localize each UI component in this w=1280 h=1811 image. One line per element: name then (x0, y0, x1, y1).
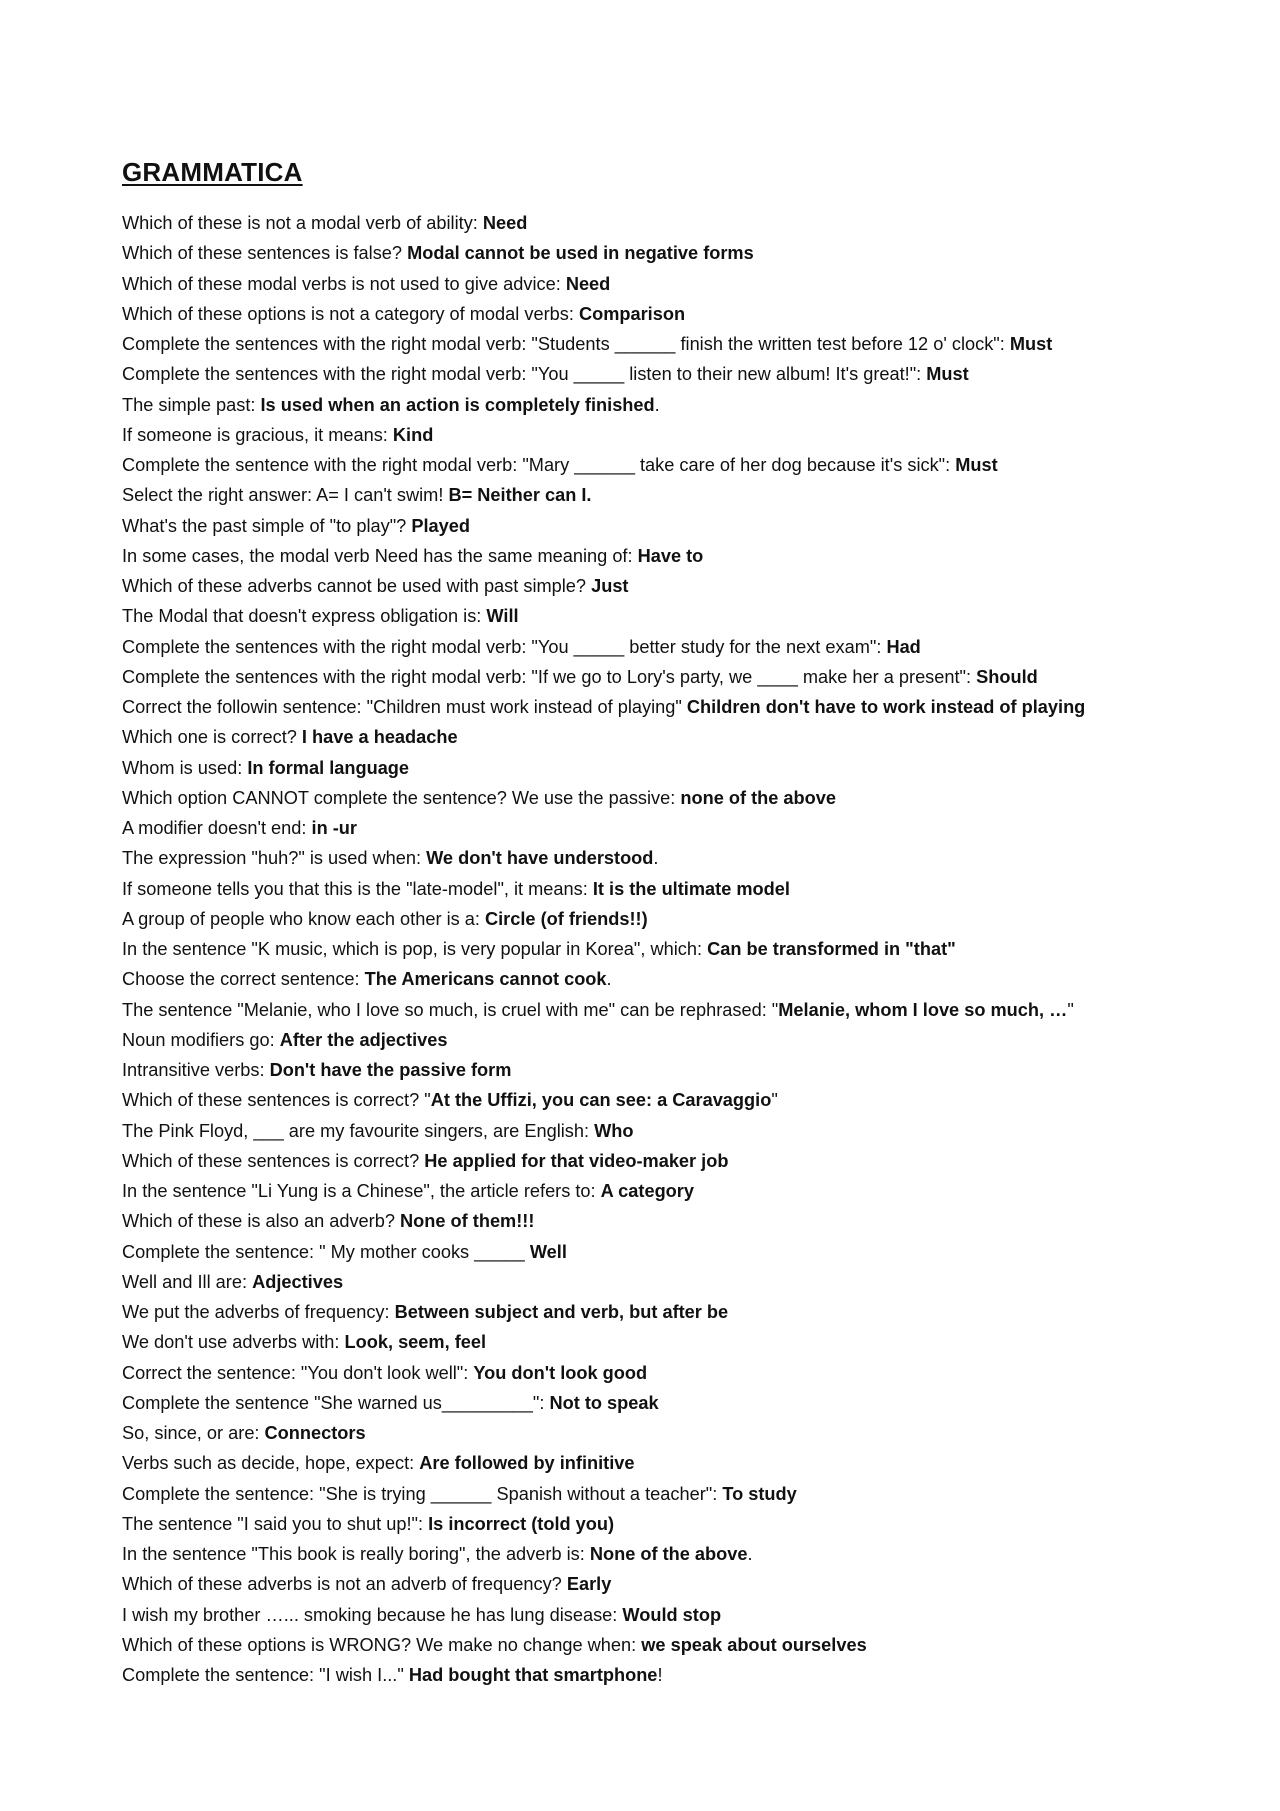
question-row (122, 1539, 1222, 1569)
answer-text: The Americans cannot cook (364, 969, 607, 990)
answer-text: Must (1009, 334, 1053, 354)
answer-text: Can be transformed in "that" (707, 939, 956, 959)
answer-suffix: . (606, 969, 612, 990)
question-text: Which of these is not a modal verb of ability: (122, 213, 483, 233)
question-row (122, 1327, 1222, 1357)
question-row (122, 1085, 1222, 1115)
answer-text: Should (976, 666, 1038, 687)
page-title: GRAMMATICA (122, 157, 303, 187)
answer-text: Melanie, whom I love so much, … (778, 999, 1068, 1020)
answer-suffix: " (1067, 999, 1074, 1020)
question-list (122, 208, 1222, 1690)
answer-text: Between subject and verb, but after be (394, 1302, 729, 1322)
question-row (122, 843, 1222, 873)
question-text: Which of these adverbs is not an adverb of frequency? (122, 1574, 567, 1595)
answer-text: we speak about ourselves (641, 1634, 867, 1655)
question-row (122, 1600, 1222, 1630)
question-text: Which of these adverbs cannot be used with past simple? (122, 576, 592, 596)
answer-text: A category (600, 1181, 694, 1201)
question-text: In the sentence "K music, which is pop, is very popular in Korea", which: (122, 939, 708, 959)
answer-text: Just (591, 576, 629, 596)
answer-text: Kind (392, 424, 434, 445)
answer-text: Would stop (622, 1604, 722, 1625)
question-text: We put the adverbs of frequency: (122, 1302, 395, 1322)
answer-text: Look, seem, feel (344, 1332, 487, 1353)
question-row (122, 662, 1222, 692)
answer-text: Not to speak (549, 1392, 659, 1413)
answer-text: Had bought that smartphone (408, 1665, 658, 1685)
question-row (122, 813, 1222, 843)
answer-text: In formal language (247, 757, 410, 778)
question-row (122, 934, 1222, 964)
question-row (122, 511, 1222, 541)
answer-text: At the Uffizi, you can see: a Caravaggio (430, 1090, 772, 1111)
answer-text: Played (411, 515, 470, 536)
question-row (122, 1569, 1222, 1599)
question-text: In the sentence "Li Yung is a Chinese", the article refers to: (122, 1181, 601, 1201)
answer-suffix: . (653, 848, 659, 869)
question-text: Complete the sentence: "She is trying ______ Spanish without a teacher": (122, 1483, 723, 1504)
question-text: Noun modifiers go: (122, 1029, 280, 1050)
question-text: If someone is gracious, it means: (122, 424, 393, 445)
question-row (122, 299, 1222, 329)
question-row (122, 753, 1222, 783)
answer-text: Adjectives (252, 1271, 344, 1292)
answer-text: Early (566, 1574, 612, 1595)
question-text: Which option CANNOT complete the sentence? We use the passive: (122, 787, 681, 808)
question-text: If someone tells you that this is the "late-model", it means: (122, 878, 593, 899)
question-text: Intransitive verbs: (122, 1060, 270, 1080)
question-text: Verbs such as decide, hope, expect: (122, 1453, 420, 1474)
answer-text: Don't have the passive form (269, 1060, 512, 1080)
question-text: Which of these is also an adverb? (122, 1211, 401, 1232)
question-text: Choose the correct sentence: (122, 969, 365, 990)
answer-text: Who (594, 1120, 634, 1141)
answer-text: You don't look good (473, 1362, 648, 1383)
answer-text: in -ur (311, 818, 357, 838)
question-row (122, 995, 1222, 1025)
question-text: We don't use adverbs with: (122, 1332, 345, 1353)
question-text: A group of people who know each other is a: (122, 908, 485, 929)
question-row (122, 420, 1222, 450)
question-row (122, 450, 1222, 480)
answer-text: Is used when an action is completely finished (260, 394, 655, 415)
answer-text: Have to (637, 545, 704, 566)
answer-text: Had (886, 636, 921, 657)
answer-text: Is incorrect (told you) (428, 1513, 615, 1534)
question-text: What's the past simple of "to play"? (122, 515, 412, 536)
question-row (122, 722, 1222, 752)
question-text: A modifier doesn't end: (122, 818, 312, 838)
question-text: Complete the sentence with the right modal verb: "Mary ______ take care of her dog because it's sick": (122, 455, 956, 475)
answer-text: Need (482, 213, 528, 233)
question-row (122, 1479, 1222, 1509)
question-text: Complete the sentences with the right modal verb: "If we go to Lory's party, we ____ make her a present": (122, 666, 977, 687)
question-row (122, 1630, 1222, 1660)
question-row (122, 1025, 1222, 1055)
document-page (122, 152, 1222, 1690)
question-row (122, 1509, 1222, 1539)
answer-text: Must (926, 364, 969, 385)
question-text: Complete the sentences with the right modal verb: "Students ______ finish the written test before 12 o' clock": (122, 334, 1010, 354)
answer-suffix: " (771, 1090, 778, 1111)
question-text: Complete the sentence: " My mother cooks _____ (122, 1241, 530, 1262)
question-row (122, 1388, 1222, 1418)
question-text: Which of these modal verbs is not used to give advice: (122, 273, 566, 294)
question-text: Which one is correct? (122, 727, 302, 748)
question-row (122, 601, 1222, 631)
answer-text: Comparison (578, 303, 686, 324)
question-row (122, 269, 1222, 299)
answer-text: It is the ultimate model (592, 878, 790, 899)
question-row (122, 238, 1222, 268)
question-row (122, 571, 1222, 601)
answer-text: Must (955, 455, 998, 475)
question-text: Which of these sentences is correct? (122, 1150, 425, 1171)
question-text: The simple past: (122, 394, 261, 415)
question-row (122, 208, 1222, 238)
question-text: The sentence "I said you to shut up!": (122, 1513, 429, 1534)
question-text: The sentence "Melanie, who I love so much, is cruel with me" can be rephrased: " (122, 999, 779, 1020)
answer-suffix: . (747, 1544, 753, 1564)
question-row (122, 1206, 1222, 1236)
question-row (122, 874, 1222, 904)
question-text: Which of these options is not a category of modal verbs: (122, 303, 579, 324)
question-text: Complete the sentences with the right modal verb: "You _____ listen to their new album! It's great!": (122, 364, 927, 385)
question-text: Select the right answer: A= I can't swim! (122, 485, 449, 506)
answer-text: He applied for that video-maker job (424, 1150, 729, 1171)
question-text: Which of these sentences is correct? " (122, 1090, 431, 1111)
answer-text: None of the above (589, 1544, 748, 1564)
answer-text: Circle (of friends!!) (484, 908, 648, 929)
question-text: Whom is used: (122, 757, 248, 778)
question-row (122, 964, 1222, 994)
question-row (122, 904, 1222, 934)
question-row (122, 783, 1222, 813)
question-row (122, 541, 1222, 571)
answer-text: Well (529, 1241, 567, 1262)
question-text: In the sentence "This book is really boring", the adverb is: (122, 1544, 590, 1564)
answer-text: Connectors (264, 1423, 366, 1443)
answer-text: Are followed by infinitive (419, 1453, 635, 1474)
question-text: Well and Ill are: (122, 1271, 253, 1292)
answer-text: Need (565, 273, 611, 294)
question-row (122, 632, 1222, 662)
question-text: The Modal that doesn't express obligation is: (122, 606, 487, 627)
answer-text: We don't have understood (426, 848, 654, 869)
answer-text: B= Neither can I. (448, 485, 592, 506)
question-row (122, 1358, 1222, 1388)
question-row (122, 480, 1222, 510)
answer-text: I have a headache (301, 727, 458, 748)
question-row (122, 329, 1222, 359)
question-text: In some cases, the modal verb Need has the same meaning of: (122, 545, 638, 566)
question-text: Which of these sentences is false? (122, 243, 408, 264)
question-row (122, 1448, 1222, 1478)
question-row (122, 1116, 1222, 1146)
answer-suffix: ! (657, 1665, 663, 1685)
answer-text: Will (486, 606, 519, 627)
question-row (122, 1237, 1222, 1267)
question-text: Complete the sentences with the right modal verb: "You _____ better study for the next exam": (122, 636, 887, 657)
question-row (122, 1146, 1222, 1176)
question-row (122, 692, 1222, 722)
question-text: The Pink Floyd, ___ are my favourite singers, are English: (122, 1120, 595, 1141)
question-row (122, 1267, 1222, 1297)
question-text: I wish my brother …... smoking because he has lung disease: (122, 1604, 623, 1625)
question-row (122, 1660, 1222, 1690)
answer-suffix: . (654, 394, 660, 415)
question-text: Correct the followin sentence: "Children must work instead of playing" (122, 697, 687, 717)
question-row (122, 359, 1222, 389)
question-row (122, 1055, 1222, 1085)
answer-text: Modal cannot be used in negative forms (407, 243, 754, 264)
question-row (122, 1418, 1222, 1448)
question-text: Complete the sentence "She warned us_________": (122, 1392, 550, 1413)
question-text: Which of these options is WRONG? We make no change when: (122, 1634, 642, 1655)
question-row (122, 1297, 1222, 1327)
answer-text: After the adjectives (279, 1029, 448, 1050)
question-text: The expression "huh?" is used when: (122, 848, 427, 869)
question-row (122, 1176, 1222, 1206)
question-row (122, 390, 1222, 420)
answer-text: none of the above (680, 787, 836, 808)
question-text: So, since, or are: (122, 1423, 265, 1443)
answer-text: Children don't have to work instead of playing (686, 697, 1086, 717)
answer-text: To study (722, 1483, 797, 1504)
question-text: Correct the sentence: "You don't look well": (122, 1362, 474, 1383)
question-text: Complete the sentence: "I wish I..." (122, 1665, 409, 1685)
answer-text: None of them!!! (400, 1211, 535, 1232)
